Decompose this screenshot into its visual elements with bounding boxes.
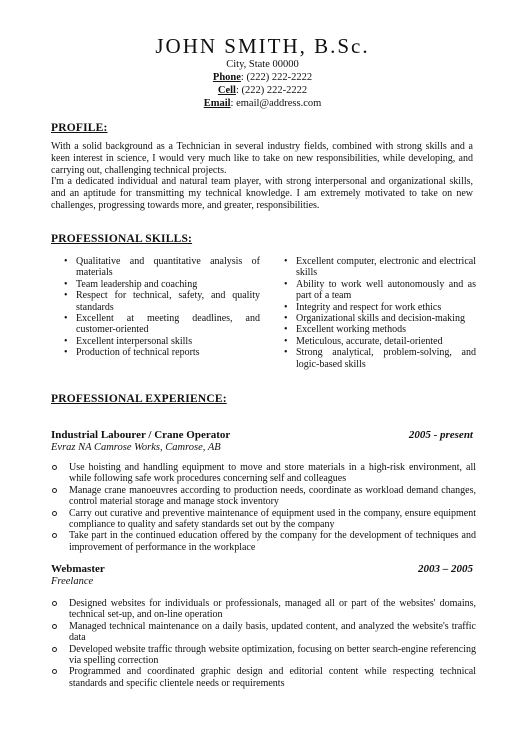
circle-bullet-icon — [52, 601, 57, 606]
list-item: • Excellent at meeting deadlines, and customer-oriented — [64, 313, 260, 336]
phone-label: Phone — [212, 72, 241, 83]
circle-bullet-icon — [52, 465, 57, 470]
profile-text — [51, 141, 473, 212]
candidate-name: JOHN SMITH, B.Sc. — [155, 34, 370, 58]
job-duties — [51, 462, 476, 553]
list-item: • Integrity and respect for work ethics — [284, 301, 442, 313]
profile-section-title: PROFILE: — [51, 122, 108, 134]
job-dates: 2005 - present — [408, 429, 473, 441]
bullet-icon: • — [64, 313, 68, 325]
phone-line — [0, 71, 525, 84]
bullet-icon: • — [284, 313, 288, 325]
bullet-icon: • — [64, 256, 68, 267]
list-item: Take part in the continued education offered by the company for the development of techniques and improvement of performance in the workplace — [51, 530, 476, 553]
list-item: • Team leadership and coaching — [64, 278, 198, 290]
list-item: • Organizational skills and decision-making — [284, 313, 465, 325]
phone-value: : (222) 222-2222 — [240, 72, 313, 83]
profile-paragraph: I'm a dedicated individual and natural team player, with strong interpersonal and organizational skills, and an aptitude for transmitting my technical knowledge. I am extremely motivated to take on new challenges, progressing towards more, and greater, responsibilities. — [51, 176, 473, 211]
email-value: : email@address.com — [230, 98, 322, 109]
cell-line — [0, 84, 525, 97]
bullet-icon: • — [284, 335, 288, 347]
circle-bullet-icon — [52, 511, 57, 516]
bullet-icon: • — [284, 278, 288, 290]
bullet-icon: • — [284, 324, 288, 336]
profile-paragraph: With a solid background as a Technician in several industry fields, combined with strong skills and a keen interest in science, I would very much like to take on new responsibilities, while developing, and carrying out, challenging technical projects. — [51, 141, 473, 176]
bullet-icon: • — [64, 335, 68, 347]
list-item: • Excellent working methods — [284, 324, 406, 336]
list-item: • Production of technical reports — [64, 347, 200, 359]
circle-bullet-icon — [52, 647, 57, 652]
job-dates: 2003 – 2005 — [418, 563, 473, 575]
bullet-icon: • — [284, 301, 288, 313]
job-company: Freelance — [51, 576, 94, 587]
list-item: Programmed and coordinated graphic design and editorial content while respecting technical standards and specific clientele needs or requirements — [51, 666, 476, 689]
list-item: Use hoisting and handling equipment to move and store materials in a high-risk environment, all while following safe work procedures concerning self and colleagues — [51, 462, 476, 485]
list-item: Manage crane manoeuvres according to production needs, coordinate as workload demand changes, control material storage and manage stock inventory — [51, 485, 476, 508]
circle-bullet-icon — [52, 624, 57, 629]
list-item: • Excellent interpersonal skills — [64, 335, 193, 347]
skills-list-right — [284, 256, 476, 370]
circle-bullet-icon — [52, 488, 57, 493]
skills-section-title: PROFESSIONAL SKILLS: — [51, 233, 193, 245]
bullet-icon: • — [64, 290, 68, 302]
job-duties — [51, 598, 476, 689]
list-item: • Ability to work well autonomously and as part of a team — [284, 278, 476, 302]
resume-header — [0, 34, 525, 110]
list-item: Carry out curative and preventive maintenance of equipment used in the company, ensure equipment compliance to quality and safety standards set out by the company — [51, 508, 476, 531]
list-item: • Excellent computer, electronic and electrical skills — [284, 256, 476, 279]
experience-section-title: PROFESSIONAL EXPERIENCE: — [51, 393, 227, 405]
list-item: Managed technical maintenance on a daily basis, updated content, and analyzed the website's traffic data — [51, 621, 476, 644]
circle-bullet-icon — [52, 533, 57, 538]
list-item: Designed websites for individuals or professionals, managed all or part of the websites' domains, technical set-up, and on-line operation — [51, 598, 476, 621]
bullet-icon: • — [284, 347, 288, 359]
list-item: • Meticulous, accurate, detail-oriented — [284, 335, 443, 347]
job-title: Industrial Labourer / Crane Operator — [51, 429, 231, 441]
cell-label: Cell — [217, 85, 236, 96]
job-company: Evraz NA Camrose Works, Camrose, AB — [51, 442, 221, 453]
list-item: • Qualitative and quantitative analysis of materials — [64, 256, 260, 279]
skills-list-left — [64, 256, 260, 359]
list-item: Developed website traffic through website optimization, focusing on better search-engine referencing via spelling correction — [51, 644, 476, 667]
email-label: Email — [203, 98, 231, 109]
address-line: City, State 00000 — [226, 59, 299, 70]
cell-value: : (222) 222-2222 — [235, 85, 308, 96]
email-line — [0, 97, 525, 110]
job-title: Webmaster — [51, 563, 105, 575]
bullet-icon: • — [284, 256, 288, 267]
bullet-icon: • — [64, 278, 68, 290]
list-item: • Respect for technical, safety, and quality standards — [64, 290, 260, 313]
bullet-icon: • — [64, 347, 68, 359]
circle-bullet-icon — [52, 669, 57, 674]
list-item: • Strong analytical, problem-solving, and logic-based skills — [284, 347, 476, 370]
